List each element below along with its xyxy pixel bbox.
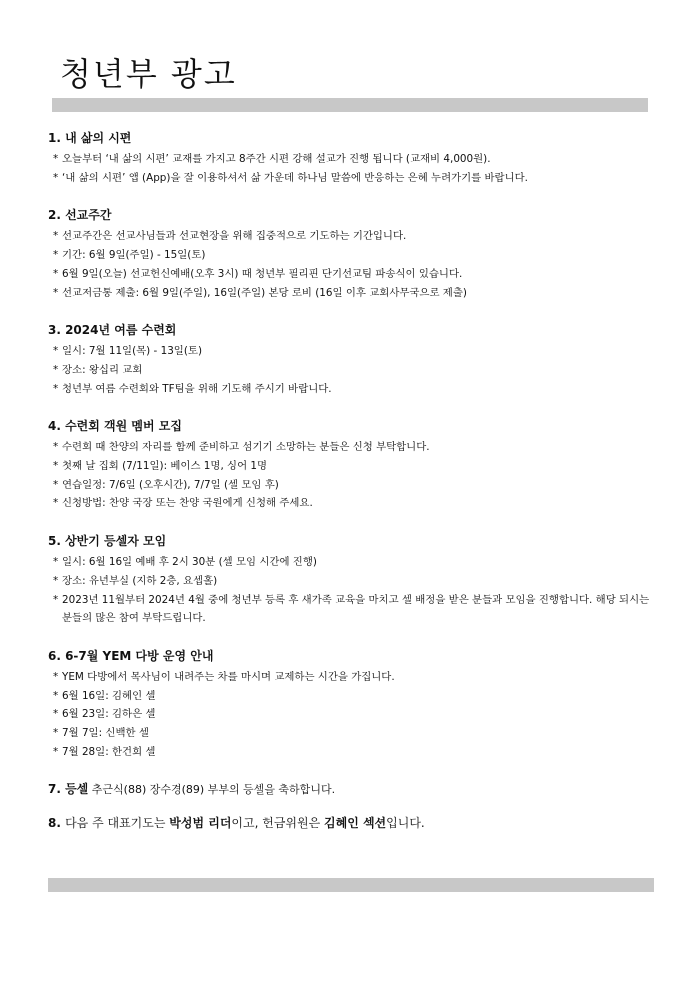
list-item: * YEM 다방에서 목사님이 내려주는 차를 마시며 교제하는 시간을 가집니다.: [48, 668, 652, 687]
section-heading: 1. 내 삶의 시편: [48, 131, 132, 145]
list-item: * 장소: 왕십리 교회: [48, 361, 652, 380]
list-item: * 수련회 때 찬양의 자리를 함께 준비하고 섬기기 소망하는 분들은 신청 부탁합니다.: [48, 438, 652, 457]
section-2: [48, 205, 652, 302]
prayer-leader-name: 박성범 리더: [169, 816, 232, 831]
section-heading: 4. 수련회 객원 멤버 모집: [48, 419, 182, 434]
list-item: * 6월 23일: 김하은 셀: [48, 705, 652, 724]
section-heading: 5. 상반기 등셀자 모임: [48, 534, 167, 549]
section-7: [48, 779, 652, 800]
list-item: * 6월 9일(오늘) 선교헌신예배(오후 3시) 때 청년부 필리핀 단기선교팀 파송식이 있습니다.: [48, 265, 652, 284]
section-6: [48, 646, 652, 762]
section-8-number: 8.: [48, 816, 66, 831]
list-item: * 연습일정: 7/6일 (오후시간), 7/7일 (셀 모임 후): [48, 476, 652, 495]
list-item: * 2023년 11월부터 2024년 4월 중에 청년부 등록 후 새가족 교육을 마치고 셀 배정을 받은 분들과 모임을 진행합니다. 해당 되시는 분들의 많은 참여 부탁드립니다.: [48, 591, 652, 628]
list-item: * 6월 16일: 김혜인 셀: [48, 687, 652, 706]
list-item: * 일시: 6월 16일 예배 후 2시 30분 (셀 모임 시간에 진행): [48, 553, 652, 572]
section-7-text: 추근식(88) 장수경(89) 부부의 등셀을 축하합니다.: [88, 783, 336, 797]
section-8: [48, 812, 652, 834]
list-item: * 기간: 6월 9일(주일) - 15일(토): [48, 246, 652, 265]
section-4: [48, 416, 652, 513]
list-item: * 청년부 여름 수련회와 TF팀을 위해 기도해 주시기 바랍니다.: [48, 380, 652, 399]
section-heading: 6. 6-7월 YEM 다방 운영 안내: [48, 648, 214, 663]
announcement-list: [48, 128, 652, 846]
list-item: * 장소: 유년부실 (지하 2층, 요셉홀): [48, 572, 652, 591]
section-3: [48, 320, 652, 398]
list-item: * 7월 28일: 한건희 셀: [48, 743, 652, 762]
list-item: * ‘내 삶의 시편’ 앱 (App)을 잘 이용하셔서 삶 가운데 하나님 말씀에 반응하는 은혜 누려가기를 바랍니다.: [48, 169, 652, 188]
section-heading: 2. 선교주간: [48, 208, 112, 223]
section-1: [48, 128, 652, 187]
section-8-text-1: 다음 주 대표기도는: [65, 816, 170, 831]
section-8-text-2: 이고, 헌금위원은: [231, 816, 325, 831]
list-item: * 7월 7일: 신백한 셀: [48, 724, 652, 743]
list-item: * 선교저금통 제출: 6월 9일(주일), 16일(주일) 본당 로비 (16일 이후 교회사무국으로 제출): [48, 284, 652, 303]
section-heading: 3. 2024년 여름 수련회: [48, 323, 177, 338]
title-divider-bar: [52, 98, 648, 112]
section-5: [48, 531, 652, 628]
list-item: * 신청방법: 찬양 국장 또는 찬양 국원에게 신청해 주세요.: [48, 494, 652, 513]
list-item: * 선교주간은 선교사님들과 선교현장을 위해 집중적으로 기도하는 기간입니다.: [48, 227, 652, 246]
page-title: 청년부 광고: [60, 55, 237, 93]
section-heading: 7. 등셀: [48, 782, 89, 797]
section-8-text-3: 입니다.: [386, 816, 425, 831]
offering-committee-name: 김혜인 섹션: [324, 816, 387, 831]
footer-divider-bar: [48, 878, 654, 892]
list-item: * 일시: 7월 11일(목) - 13일(토): [48, 342, 652, 361]
list-item: * 오늘부터 ‘내 삶의 시편’ 교재를 가지고 8주간 시편 강해 설교가 진행 됩니다 (교재비 4,000원).: [48, 150, 652, 169]
list-item: * 첫째 날 집회 (7/11일): 베이스 1명, 싱어 1명: [48, 457, 652, 476]
